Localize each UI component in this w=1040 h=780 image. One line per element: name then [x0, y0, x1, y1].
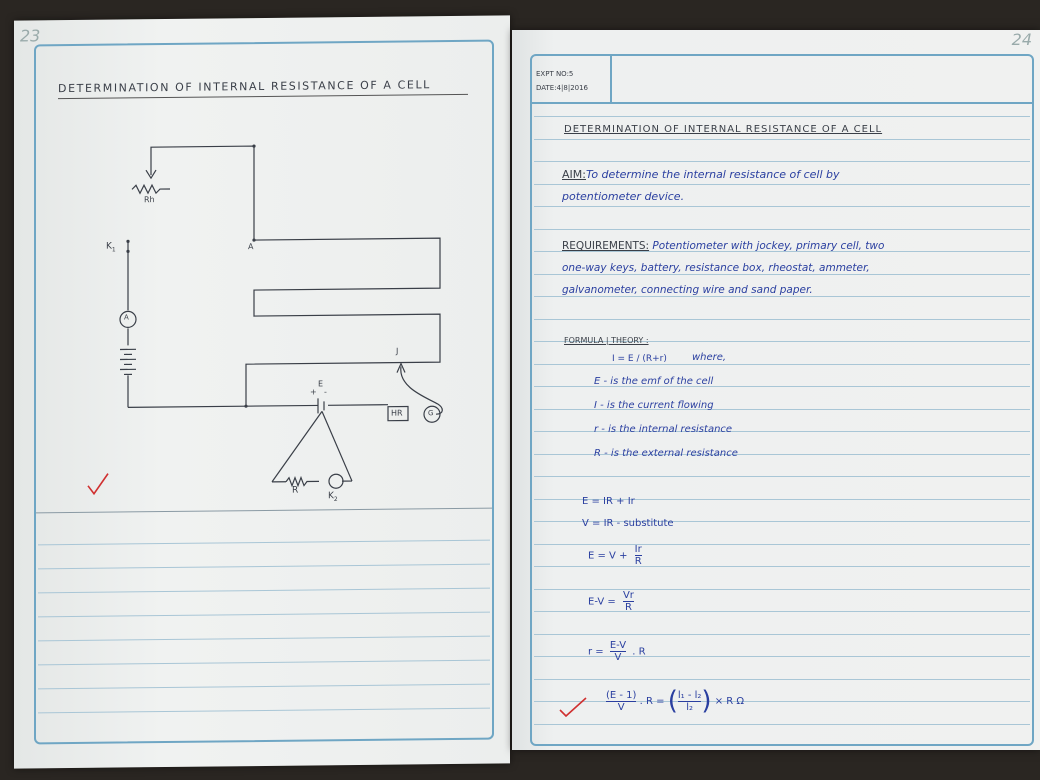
expt-number: EXPT NO:5	[536, 70, 574, 78]
ruled-line	[534, 184, 1030, 185]
cell-minus-label: -	[324, 387, 327, 397]
ammeter-label: A	[124, 313, 129, 322]
potentiometer-circuit-diagram	[36, 42, 492, 517]
cell-e-label: E	[318, 379, 324, 389]
galvanometer-label: G	[428, 409, 434, 418]
ruled-line	[534, 296, 1030, 297]
red-check-mark	[88, 474, 108, 494]
formula-where: where,	[692, 352, 727, 363]
ruled-line	[534, 476, 1030, 477]
definition-4: R - is the external resistance	[594, 448, 738, 459]
key2-label: $K_2$	[328, 491, 338, 504]
left-page-number: 23	[20, 26, 41, 46]
ruled-line	[534, 161, 1030, 162]
req-line-1: REQUIREMENTS: Potentiometer with jockey, primary cell, two	[562, 240, 885, 252]
cell-plus-label: +	[310, 387, 317, 397]
high-res-label: HR	[391, 408, 403, 418]
definition-1: E - is the emf of the cell	[594, 376, 714, 387]
ruled-line	[534, 116, 1030, 117]
ruled-line	[534, 634, 1030, 635]
expt-date: DATE:4|8|2016	[536, 84, 589, 92]
equation-3: E = V + $\frac{Ir}{R}$	[588, 544, 642, 567]
key1-label: $K_1$	[106, 241, 116, 254]
equation-1: E = IR + Ir	[582, 496, 635, 507]
aim-line-1: AIM:To determine the internal resistance of cell by	[562, 168, 840, 181]
red-check-mark-right	[556, 692, 596, 722]
ruled-line	[534, 229, 1030, 230]
formula-label: FORMULA | THEORY :	[564, 336, 649, 345]
left-notebook-page	[14, 15, 510, 768]
req-line-2: one-way keys, battery, resistance box, rheostat, ammeter,	[562, 262, 870, 274]
point-a-label: A	[248, 242, 254, 252]
definition-3: r - is the internal resistance	[594, 424, 733, 435]
ruled-line	[534, 206, 1030, 207]
equation-2: V = IR - substitute	[582, 518, 674, 529]
equation-5: r = $\frac{E-V}{V}$ . R	[588, 640, 646, 663]
right-heading: DETERMINATION OF INTERNAL RESISTANCE OF A CELL	[564, 124, 883, 135]
header-rule	[532, 102, 1032, 104]
resistance-box-label: R	[292, 485, 299, 496]
equation-6: $\frac{(E - 1)}{V}$ . R = ( $\frac{\text{l₁ - l₂}}{\text{l₂}}$ ) × R Ω	[606, 686, 745, 716]
ruled-line	[534, 139, 1030, 140]
right-page-number: 24	[1011, 30, 1032, 49]
rheostat-label: Rh	[144, 195, 155, 205]
left-page-frame	[34, 40, 494, 745]
right-page-frame	[530, 54, 1034, 746]
ruled-line	[534, 364, 1030, 365]
ruled-line	[534, 679, 1030, 680]
definition-2: I - is the current flowing	[594, 400, 714, 411]
aim-line-2: potentiometer device.	[562, 190, 685, 203]
expt-header-box	[532, 56, 612, 104]
key2-symbol	[329, 474, 343, 488]
right-notebook-page	[512, 30, 1040, 750]
formula-main: I = E / (R+r)	[612, 354, 667, 364]
req-line-3: galvanometer, connecting wire and sand paper.	[562, 284, 813, 296]
equation-4: E-V = $\frac{Vr}{R}$	[588, 590, 634, 613]
left-heading: DETERMINATION OF INTERNAL RESISTANCE OF A CELL	[58, 78, 431, 96]
ruled-line	[534, 319, 1030, 320]
ruled-line	[534, 724, 1030, 725]
jockey-label: J	[396, 346, 399, 356]
